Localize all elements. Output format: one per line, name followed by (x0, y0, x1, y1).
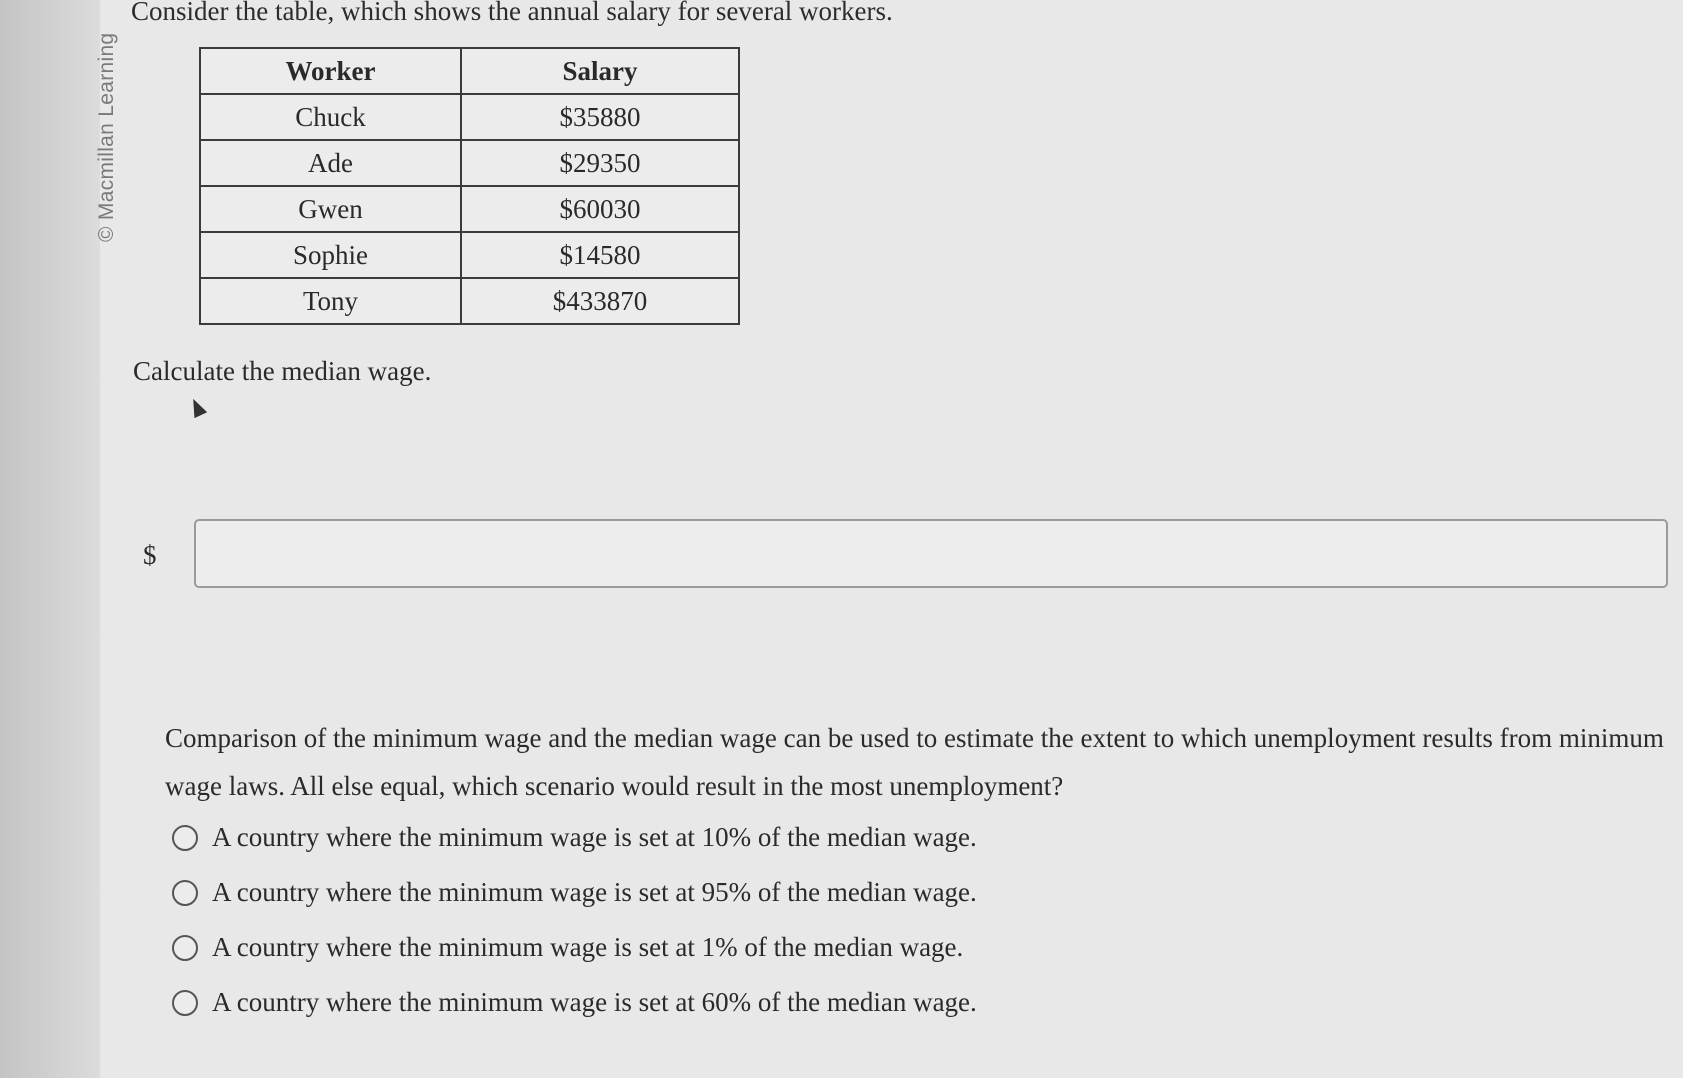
table-row (200, 94, 739, 140)
option-10-percent[interactable] (172, 810, 977, 865)
salary-cell: $35880 (461, 94, 739, 140)
option-label: A country where the minimum wage is set at 60% of the median wage. (212, 987, 977, 1017)
column-header-worker: Worker (200, 48, 461, 94)
answer-options (172, 810, 977, 1030)
currency-prefix: $ (143, 540, 157, 570)
worker-cell: Sophie (200, 232, 461, 278)
left-margin (0, 0, 100, 1078)
table-row (200, 278, 739, 324)
worker-cell: Tony (200, 278, 461, 324)
table-header-row (200, 48, 739, 94)
salary-table (199, 47, 740, 325)
radio-button[interactable] (172, 990, 198, 1016)
option-1-percent[interactable] (172, 920, 977, 975)
table-row (200, 140, 739, 186)
option-95-percent[interactable] (172, 865, 977, 920)
table-row (200, 232, 739, 278)
intro-text: Consider the table, which shows the annual salary for several workers. (131, 0, 893, 26)
median-prompt: Calculate the median wage. (133, 356, 432, 386)
worker-cell: Ade (200, 140, 461, 186)
option-60-percent[interactable] (172, 975, 977, 1030)
copyright-label: © Macmillan Learning (95, 32, 118, 242)
option-label: A country where the minimum wage is set at 1% of the median wage. (212, 932, 964, 962)
option-label: A country where the minimum wage is set at 95% of the median wage. (212, 877, 977, 907)
unemployment-question: Comparison of the minimum wage and the median wage can be used to estimate the extent to which unemployment results from minimum wage laws. All else equal, which scenario would result in the most unemployment? (165, 723, 1664, 801)
salary-cell: $60030 (461, 186, 739, 232)
radio-button[interactable] (172, 880, 198, 906)
table-row (200, 186, 739, 232)
option-label: A country where the minimum wage is set at 10% of the median wage. (212, 822, 977, 852)
salary-cell: $433870 (461, 278, 739, 324)
median-answer-input[interactable] (194, 519, 1668, 588)
worker-cell: Gwen (200, 186, 461, 232)
column-header-salary: Salary (461, 48, 739, 94)
radio-button[interactable] (172, 935, 198, 961)
worker-cell: Chuck (200, 94, 461, 140)
salary-cell: $14580 (461, 232, 739, 278)
salary-cell: $29350 (461, 140, 739, 186)
radio-button[interactable] (172, 825, 198, 851)
